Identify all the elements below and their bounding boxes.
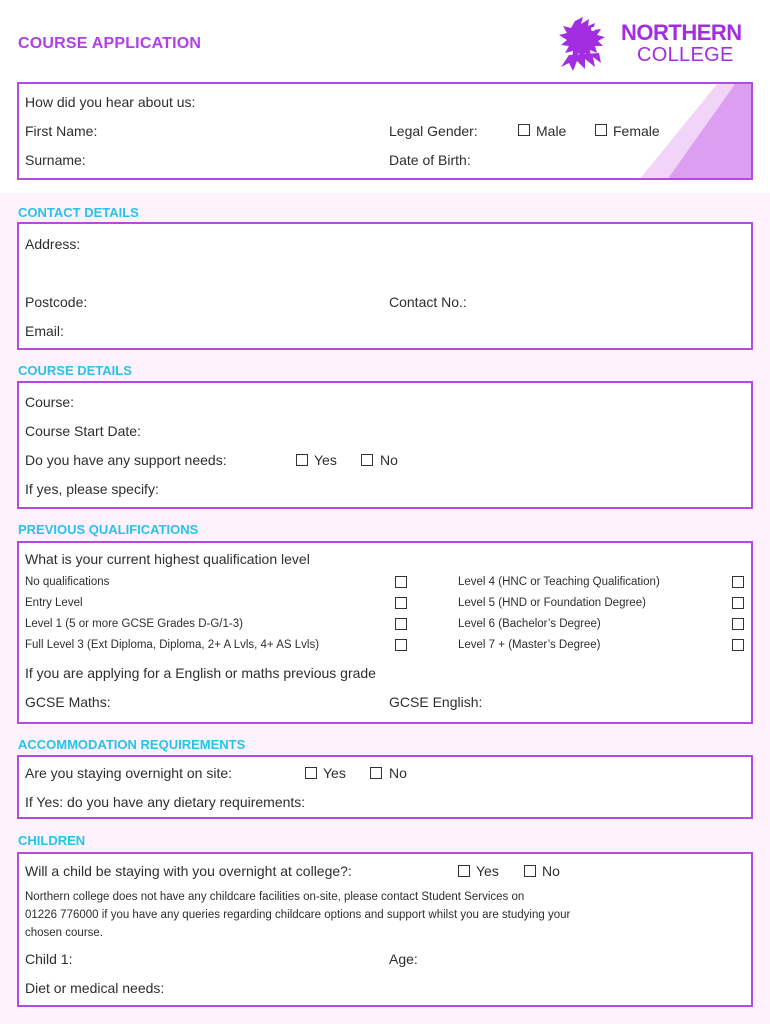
dob-label: Date of Birth: xyxy=(389,152,471,168)
child-yes-checkbox[interactable] xyxy=(458,865,470,877)
legal-gender-label: Legal Gender: xyxy=(389,123,478,139)
qual-left-1-checkbox[interactable] xyxy=(395,597,407,609)
heard-about-label: How did you hear about us: xyxy=(25,94,196,110)
qual-left-1: Entry Level xyxy=(25,597,83,609)
email-label: Email: xyxy=(25,323,64,339)
child-no-checkbox[interactable] xyxy=(524,865,536,877)
address-label: Address: xyxy=(25,236,81,252)
qual-left-3: Full Level 3 (Ext Diploma, Diploma, 2+ A Lvls, 4+ AS Lvls) xyxy=(25,639,320,651)
qual-right-3: Level 7 + (Master’s Degree) xyxy=(458,639,601,651)
support-needs-label: Do you have any support needs: xyxy=(25,452,227,468)
college-logo xyxy=(555,15,760,75)
male-label: Male xyxy=(536,123,567,139)
female-label: Female xyxy=(613,123,660,139)
qual-left-3-checkbox[interactable] xyxy=(395,639,407,651)
course-label: Course: xyxy=(25,394,75,410)
support-yes-label: Yes xyxy=(314,452,337,468)
support-no-checkbox[interactable] xyxy=(361,454,373,466)
qual-left-2-checkbox[interactable] xyxy=(395,618,407,630)
course-details-heading: COURSE DETAILS xyxy=(18,363,132,378)
logo-line2: COLLEGE xyxy=(637,44,734,66)
contact-details-heading: CONTACT DETAILS xyxy=(18,205,139,220)
qual-right-0: Level 4 (HNC or Teaching Qualification) xyxy=(458,576,660,588)
contact-no-label: Contact No.: xyxy=(389,294,467,310)
first-name-label: First Name: xyxy=(25,123,98,139)
accommodation-heading: ACCOMMODATION REQUIREMENTS xyxy=(18,737,246,752)
childcare-note-line3: chosen course. xyxy=(25,927,103,939)
child-yes-label: Yes xyxy=(476,863,499,879)
logo-line1: NORTHERN xyxy=(621,20,742,45)
qual-left-2: Level 1 (5 or more GCSE Grades D-G/1-3) xyxy=(25,618,243,630)
contact-details-box xyxy=(17,222,753,350)
page-title: COURSE APPLICATION xyxy=(18,35,202,52)
child-overnight-label: Will a child be staying with you overnight at college?: xyxy=(25,863,352,879)
child-no-label: No xyxy=(542,863,560,879)
gcse-maths-label: GCSE Maths: xyxy=(25,694,111,710)
qual-left-0-checkbox[interactable] xyxy=(395,576,407,588)
qual-right-3-checkbox[interactable] xyxy=(732,639,744,651)
qual-left-0: No qualifications xyxy=(25,576,110,588)
previous-grade-label: If you are applying for a English or maths previous grade xyxy=(25,665,376,681)
griffin-icon xyxy=(555,15,617,73)
overnight-no-label: No xyxy=(389,765,407,781)
specify-label: If yes, please specify: xyxy=(25,481,159,497)
age-label: Age: xyxy=(389,951,418,967)
overnight-yes-checkbox[interactable] xyxy=(305,767,317,779)
qual-right-0-checkbox[interactable] xyxy=(732,576,744,588)
childcare-note-line1: Northern college does not have any childcare facilities on-site, please contact Student Services on xyxy=(25,891,525,903)
support-no-label: No xyxy=(380,452,398,468)
qualification-question: What is your current highest qualification level xyxy=(25,551,310,567)
children-heading: CHILDREN xyxy=(18,833,86,848)
childcare-note-line2: 01226 776000 if you have any queries regarding childcare options and support whilst you are studying your xyxy=(25,909,571,921)
female-checkbox[interactable] xyxy=(595,124,607,136)
qual-right-1-checkbox[interactable] xyxy=(732,597,744,609)
overnight-label: Are you staying overnight on site: xyxy=(25,765,233,781)
surname-label: Surname: xyxy=(25,152,86,168)
postcode-label: Postcode: xyxy=(25,294,88,310)
qual-right-1: Level 5 (HND or Foundation Degree) xyxy=(458,597,646,609)
overnight-no-checkbox[interactable] xyxy=(370,767,382,779)
childcare-note xyxy=(25,888,725,942)
child1-label: Child 1: xyxy=(25,951,73,967)
qualifications-heading: PREVIOUS QUALIFICATIONS xyxy=(18,522,199,537)
start-date-label: Course Start Date: xyxy=(25,423,141,439)
support-yes-checkbox[interactable] xyxy=(296,454,308,466)
male-checkbox[interactable] xyxy=(518,124,530,136)
overnight-yes-label: Yes xyxy=(323,765,346,781)
qual-right-2-checkbox[interactable] xyxy=(732,618,744,630)
dietary-label: If Yes: do you have any dietary requirements: xyxy=(25,794,306,810)
qual-right-2: Level 6 (Bachelor’s Degree) xyxy=(458,618,601,630)
diet-medical-label: Diet or medical needs: xyxy=(25,980,165,996)
qualifications-box xyxy=(17,541,753,724)
gcse-english-label: GCSE English: xyxy=(389,694,483,710)
